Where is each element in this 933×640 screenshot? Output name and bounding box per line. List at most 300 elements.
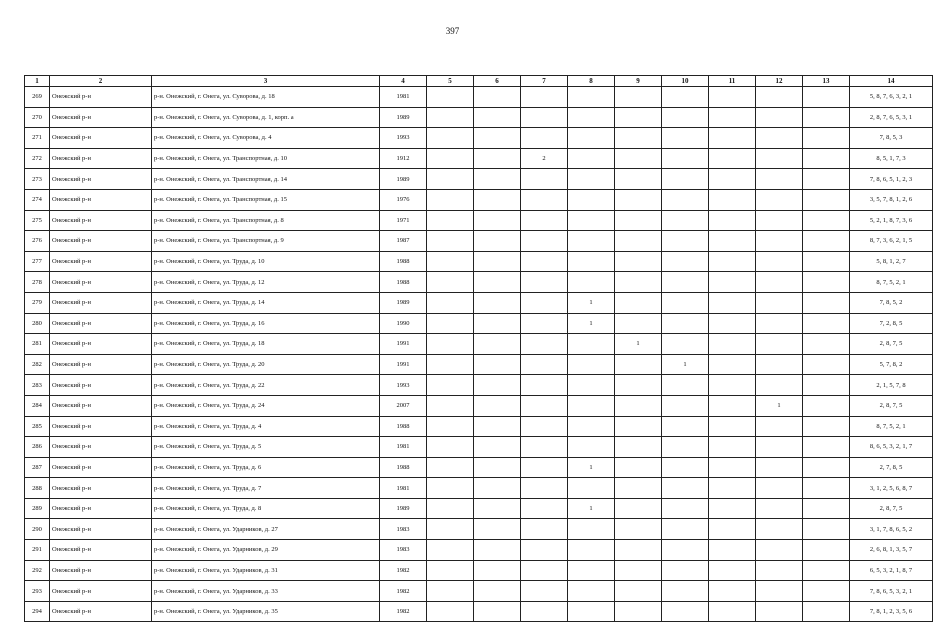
table-cell-col-13 <box>803 231 850 252</box>
column-header-13: 13 <box>803 76 850 87</box>
address-cell: р-н. Онежский, г. Онега, ул. Труда, д. 5 <box>152 437 380 458</box>
table-cell-col-13 <box>803 334 850 355</box>
year-cell: 1912 <box>380 148 427 169</box>
table-cell-col-10 <box>662 128 709 149</box>
address-cell: р-н. Онежский, г. Онега, ул. Транспортная, д. 15 <box>152 189 380 210</box>
table-row <box>25 107 933 128</box>
table-cell-col-13 <box>803 251 850 272</box>
table-cell-col-11 <box>709 292 756 313</box>
table-cell-col-9 <box>615 210 662 231</box>
column-header-14: 14 <box>850 76 933 87</box>
table-cell-col-10 <box>662 581 709 602</box>
table-cell-col-12 <box>756 601 803 622</box>
table-cell-col-7 <box>521 395 568 416</box>
codes-cell: 7, 2, 8, 5 <box>850 313 933 334</box>
table-cell-col-11 <box>709 395 756 416</box>
row-number-cell: 276 <box>25 231 50 252</box>
table-cell-col-12 <box>756 519 803 540</box>
table-cell-col-9 <box>615 437 662 458</box>
table-cell-col-12 <box>756 540 803 561</box>
table-cell-col-9 <box>615 519 662 540</box>
table-cell-col-11 <box>709 416 756 437</box>
row-number-cell: 281 <box>25 334 50 355</box>
table-cell-col-12 <box>756 210 803 231</box>
column-header-7: 7 <box>521 76 568 87</box>
table-cell-col-6 <box>474 354 521 375</box>
codes-cell: 2, 1, 5, 7, 8 <box>850 375 933 396</box>
table-cell-col-9 <box>615 560 662 581</box>
table-cell-col-7 <box>521 581 568 602</box>
table-cell-col-10 <box>662 437 709 458</box>
table-cell-col-6 <box>474 375 521 396</box>
table-cell-col-9 <box>615 395 662 416</box>
table-cell-col-6 <box>474 251 521 272</box>
table-cell-col-8 <box>568 478 615 499</box>
row-number-cell: 285 <box>25 416 50 437</box>
table-cell-col-6 <box>474 87 521 108</box>
table-cell-col-7 <box>521 272 568 293</box>
table-row <box>25 519 933 540</box>
row-number-cell: 290 <box>25 519 50 540</box>
table-cell-col-11 <box>709 128 756 149</box>
codes-cell: 7, 8, 6, 5, 3, 2, 1 <box>850 581 933 602</box>
table-cell-col-10 <box>662 601 709 622</box>
district-cell: Онежский р-н <box>50 581 152 602</box>
table-cell-col-5 <box>427 416 474 437</box>
table-cell-col-5 <box>427 560 474 581</box>
table-cell-col-6 <box>474 148 521 169</box>
table-cell-col-11 <box>709 375 756 396</box>
table-cell-col-10 <box>662 334 709 355</box>
codes-cell: 7, 8, 6, 5, 1, 2, 3 <box>850 169 933 190</box>
address-cell: р-н. Онежский, г. Онега, ул. Труда, д. 7 <box>152 478 380 499</box>
table-cell-col-5 <box>427 581 474 602</box>
table-cell-col-11 <box>709 251 756 272</box>
table-cell-col-6 <box>474 292 521 313</box>
row-number-cell: 273 <box>25 169 50 190</box>
codes-cell: 2, 7, 8, 5 <box>850 457 933 478</box>
table-cell-col-5 <box>427 292 474 313</box>
year-cell: 1989 <box>380 107 427 128</box>
table-cell-col-13 <box>803 169 850 190</box>
row-number-cell: 275 <box>25 210 50 231</box>
table-cell-col-5 <box>427 210 474 231</box>
year-cell: 1993 <box>380 375 427 396</box>
table-cell-col-6 <box>474 334 521 355</box>
table-cell-col-6 <box>474 498 521 519</box>
table-cell-col-13 <box>803 457 850 478</box>
table-cell-col-11 <box>709 478 756 499</box>
table-cell-col-13 <box>803 601 850 622</box>
table-cell-col-9 <box>615 540 662 561</box>
table-cell-col-12 <box>756 498 803 519</box>
table-cell-col-13 <box>803 189 850 210</box>
row-number-cell: 289 <box>25 498 50 519</box>
table-row <box>25 416 933 437</box>
table-cell-col-9 <box>615 272 662 293</box>
column-header-8: 8 <box>568 76 615 87</box>
table-cell-col-12 <box>756 313 803 334</box>
table-cell-col-10 <box>662 107 709 128</box>
table-cell-col-7 <box>521 519 568 540</box>
table-cell-col-9 <box>615 313 662 334</box>
year-cell: 1988 <box>380 251 427 272</box>
table-row <box>25 189 933 210</box>
address-cell: р-н. Онежский, г. Онега, ул. Транспортная, д. 10 <box>152 148 380 169</box>
table-cell-col-11 <box>709 354 756 375</box>
table-cell-col-10 <box>662 231 709 252</box>
table-cell-col-13 <box>803 148 850 169</box>
district-cell: Онежский р-н <box>50 540 152 561</box>
table-cell-col-8 <box>568 416 615 437</box>
table-cell-col-10 <box>662 87 709 108</box>
table-cell-col-13 <box>803 581 850 602</box>
table-cell-col-7 <box>521 457 568 478</box>
table-cell-col-11 <box>709 560 756 581</box>
table-cell-col-10 <box>662 210 709 231</box>
table-cell-col-9 <box>615 375 662 396</box>
table-cell-col-8: 1 <box>568 313 615 334</box>
row-number-cell: 280 <box>25 313 50 334</box>
table-row <box>25 128 933 149</box>
table-cell-col-11 <box>709 231 756 252</box>
district-cell: Онежский р-н <box>50 292 152 313</box>
table-cell-col-10 <box>662 375 709 396</box>
table-row <box>25 437 933 458</box>
district-cell: Онежский р-н <box>50 375 152 396</box>
table-cell-col-12 <box>756 251 803 272</box>
table-cell-col-13 <box>803 519 850 540</box>
table-cell-col-7 <box>521 87 568 108</box>
table-cell-col-8 <box>568 540 615 561</box>
table-cell-col-5 <box>427 457 474 478</box>
table-cell-col-6 <box>474 395 521 416</box>
table-cell-col-6 <box>474 313 521 334</box>
year-cell: 1981 <box>380 478 427 499</box>
codes-cell: 7, 8, 5, 3 <box>850 128 933 149</box>
table-cell-col-9 <box>615 148 662 169</box>
row-number-cell: 292 <box>25 560 50 581</box>
table-cell-col-12 <box>756 292 803 313</box>
table-cell-col-9 <box>615 189 662 210</box>
codes-cell: 8, 6, 5, 3, 2, 1, 7 <box>850 437 933 458</box>
table-cell-col-5 <box>427 189 474 210</box>
table-cell-col-9 <box>615 107 662 128</box>
table-cell-col-10 <box>662 395 709 416</box>
table-cell-col-5 <box>427 601 474 622</box>
table-cell-col-5 <box>427 478 474 499</box>
table-cell-col-10 <box>662 251 709 272</box>
column-header-3: 3 <box>152 76 380 87</box>
table-cell-col-12 <box>756 148 803 169</box>
table-cell-col-6 <box>474 272 521 293</box>
table-cell-col-8 <box>568 189 615 210</box>
table-cell-col-12 <box>756 334 803 355</box>
address-cell: р-н. Онежский, г. Онега, ул. Ударников, д. 35 <box>152 601 380 622</box>
table-cell-col-6 <box>474 560 521 581</box>
address-cell: р-н. Онежский, г. Онега, ул. Ударников, д. 29 <box>152 540 380 561</box>
table-row <box>25 334 933 355</box>
table-cell-col-13 <box>803 375 850 396</box>
table-cell-col-10 <box>662 457 709 478</box>
table-cell-col-8: 1 <box>568 498 615 519</box>
address-cell: р-н. Онежский, г. Онега, ул. Суворова, д. 1, корп. а <box>152 107 380 128</box>
column-header-2: 2 <box>50 76 152 87</box>
table-cell-col-13 <box>803 313 850 334</box>
column-header-10: 10 <box>662 76 709 87</box>
address-cell: р-н. Онежский, г. Онега, ул. Транспортная, д. 9 <box>152 231 380 252</box>
table-cell-col-10 <box>662 272 709 293</box>
table-cell-col-12 <box>756 189 803 210</box>
table-cell-col-7 <box>521 292 568 313</box>
row-number-cell: 288 <box>25 478 50 499</box>
table-cell-col-8 <box>568 251 615 272</box>
table-cell-col-7 <box>521 375 568 396</box>
table-row <box>25 148 933 169</box>
column-header-6: 6 <box>474 76 521 87</box>
table-cell-col-9 <box>615 169 662 190</box>
table-cell-col-11 <box>709 498 756 519</box>
district-cell: Онежский р-н <box>50 437 152 458</box>
column-header-12: 12 <box>756 76 803 87</box>
table-cell-col-5 <box>427 272 474 293</box>
codes-cell: 2, 8, 7, 6, 5, 3, 1 <box>850 107 933 128</box>
table-cell-col-5 <box>427 519 474 540</box>
address-cell: р-н. Онежский, г. Онега, ул. Труда, д. 10 <box>152 251 380 272</box>
year-cell: 1988 <box>380 416 427 437</box>
table-cell-col-13 <box>803 416 850 437</box>
table-cell-col-10 <box>662 189 709 210</box>
table-cell-col-7 <box>521 107 568 128</box>
row-number-cell: 287 <box>25 457 50 478</box>
table-cell-col-5 <box>427 107 474 128</box>
table-cell-col-8 <box>568 272 615 293</box>
year-cell: 1993 <box>380 128 427 149</box>
table-row <box>25 354 933 375</box>
codes-cell: 2, 6, 8, 1, 3, 5, 7 <box>850 540 933 561</box>
table-cell-col-5 <box>427 87 474 108</box>
table-cell-col-11 <box>709 210 756 231</box>
table-cell-col-6 <box>474 107 521 128</box>
table-cell-col-11 <box>709 540 756 561</box>
table-cell-col-7 <box>521 478 568 499</box>
codes-cell: 5, 2, 1, 8, 7, 3, 6 <box>850 210 933 231</box>
address-cell: р-н. Онежский, г. Онега, ул. Транспортная, д. 8 <box>152 210 380 231</box>
table-cell-col-5 <box>427 540 474 561</box>
year-cell: 1987 <box>380 231 427 252</box>
table-cell-col-8 <box>568 601 615 622</box>
row-number-cell: 291 <box>25 540 50 561</box>
table-cell-col-6 <box>474 189 521 210</box>
table-cell-col-10 <box>662 540 709 561</box>
table-cell-col-5 <box>427 313 474 334</box>
table-cell-col-12 <box>756 437 803 458</box>
row-number-cell: 293 <box>25 581 50 602</box>
table-cell-col-6 <box>474 128 521 149</box>
table-cell-col-9 <box>615 128 662 149</box>
table-cell-col-7 <box>521 128 568 149</box>
row-number-cell: 274 <box>25 189 50 210</box>
table-cell-col-12 <box>756 169 803 190</box>
table-cell-col-11 <box>709 437 756 458</box>
table-cell-col-12 <box>756 457 803 478</box>
row-number-cell: 294 <box>25 601 50 622</box>
table-cell-col-12 <box>756 128 803 149</box>
table-cell-col-11 <box>709 107 756 128</box>
table-cell-col-5 <box>427 375 474 396</box>
table-row <box>25 478 933 499</box>
table-row <box>25 272 933 293</box>
table-cell-col-5 <box>427 148 474 169</box>
table-cell-col-7 <box>521 313 568 334</box>
table-cell-col-7 <box>521 189 568 210</box>
district-cell: Онежский р-н <box>50 498 152 519</box>
row-number-cell: 278 <box>25 272 50 293</box>
codes-cell: 6, 5, 3, 2, 1, 8, 7 <box>850 560 933 581</box>
district-cell: Онежский р-н <box>50 231 152 252</box>
district-cell: Онежский р-н <box>50 601 152 622</box>
row-number-cell: 269 <box>25 87 50 108</box>
district-cell: Онежский р-н <box>50 272 152 293</box>
district-cell: Онежский р-н <box>50 128 152 149</box>
address-cell: р-н. Онежский, г. Онега, ул. Труда, д. 14 <box>152 292 380 313</box>
codes-cell: 2, 8, 7, 5 <box>850 498 933 519</box>
codes-cell: 3, 1, 7, 8, 6, 5, 2 <box>850 519 933 540</box>
address-cell: р-н. Онежский, г. Онега, ул. Труда, д. 20 <box>152 354 380 375</box>
address-cell: р-н. Онежский, г. Онега, ул. Ударников, д. 27 <box>152 519 380 540</box>
table-row <box>25 251 933 272</box>
year-cell: 1988 <box>380 457 427 478</box>
codes-cell: 2, 8, 7, 5 <box>850 334 933 355</box>
address-cell: р-н. Онежский, г. Онега, ул. Труда, д. 16 <box>152 313 380 334</box>
table-row <box>25 498 933 519</box>
table-cell-col-10 <box>662 416 709 437</box>
table-row <box>25 601 933 622</box>
table-cell-col-10 <box>662 292 709 313</box>
table-cell-col-10 <box>662 148 709 169</box>
year-cell: 2007 <box>380 395 427 416</box>
table-cell-col-7 <box>521 251 568 272</box>
table-cell-col-7 <box>521 601 568 622</box>
column-header-1: 1 <box>25 76 50 87</box>
table-cell-col-9 <box>615 457 662 478</box>
table-cell-col-13 <box>803 395 850 416</box>
year-cell: 1989 <box>380 498 427 519</box>
year-cell: 1981 <box>380 437 427 458</box>
codes-cell: 2, 8, 7, 5 <box>850 395 933 416</box>
table-cell-col-11 <box>709 189 756 210</box>
codes-cell: 3, 5, 7, 8, 1, 2, 6 <box>850 189 933 210</box>
table-cell-col-8 <box>568 231 615 252</box>
table-cell-col-10 <box>662 519 709 540</box>
district-cell: Онежский р-н <box>50 416 152 437</box>
table-cell-col-11 <box>709 313 756 334</box>
table-cell-col-12 <box>756 416 803 437</box>
codes-cell: 8, 7, 5, 2, 1 <box>850 416 933 437</box>
table-cell-col-8 <box>568 437 615 458</box>
table-cell-col-6 <box>474 601 521 622</box>
row-number-cell: 272 <box>25 148 50 169</box>
year-cell: 1981 <box>380 87 427 108</box>
table-cell-col-8 <box>568 519 615 540</box>
column-header-11: 11 <box>709 76 756 87</box>
table-cell-col-8 <box>568 395 615 416</box>
address-cell: р-н. Онежский, г. Онега, ул. Труда, д. 18 <box>152 334 380 355</box>
row-number-cell: 271 <box>25 128 50 149</box>
table-cell-col-7 <box>521 210 568 231</box>
table-cell-col-8 <box>568 107 615 128</box>
table-cell-col-9 <box>615 581 662 602</box>
district-cell: Онежский р-н <box>50 457 152 478</box>
table-cell-col-5 <box>427 334 474 355</box>
table-cell-col-12 <box>756 375 803 396</box>
table-cell-col-6 <box>474 437 521 458</box>
table-cell-col-13 <box>803 560 850 581</box>
table-row <box>25 375 933 396</box>
codes-cell: 8, 7, 3, 6, 2, 1, 5 <box>850 231 933 252</box>
codes-cell: 8, 5, 1, 7, 3 <box>850 148 933 169</box>
year-cell: 1971 <box>380 210 427 231</box>
row-number-cell: 284 <box>25 395 50 416</box>
row-number-cell: 286 <box>25 437 50 458</box>
district-cell: Онежский р-н <box>50 107 152 128</box>
table-cell-col-5 <box>427 354 474 375</box>
table-body <box>25 87 933 622</box>
table-cell-col-9 <box>615 498 662 519</box>
district-cell: Онежский р-н <box>50 519 152 540</box>
table-cell-col-8 <box>568 87 615 108</box>
table-row <box>25 210 933 231</box>
table-cell-col-11 <box>709 87 756 108</box>
table-row <box>25 169 933 190</box>
district-cell: Онежский р-н <box>50 189 152 210</box>
page-number: 397 <box>445 26 460 36</box>
codes-cell: 7, 8, 5, 2 <box>850 292 933 313</box>
table-cell-col-6 <box>474 540 521 561</box>
year-cell: 1982 <box>380 581 427 602</box>
table-cell-col-13 <box>803 128 850 149</box>
table-cell-col-8 <box>568 581 615 602</box>
table-row <box>25 87 933 108</box>
table-cell-col-5 <box>427 251 474 272</box>
district-cell: Онежский р-н <box>50 313 152 334</box>
table-cell-col-8 <box>568 334 615 355</box>
table-row <box>25 313 933 334</box>
table-cell-col-5 <box>427 437 474 458</box>
table-cell-col-11 <box>709 169 756 190</box>
district-cell: Онежский р-н <box>50 354 152 375</box>
district-cell: Онежский р-н <box>50 334 152 355</box>
table-cell-col-10 <box>662 313 709 334</box>
district-cell: Онежский р-н <box>50 560 152 581</box>
year-cell: 1988 <box>380 272 427 293</box>
table-cell-col-11 <box>709 581 756 602</box>
column-header-4: 4 <box>380 76 427 87</box>
table-cell-col-6 <box>474 210 521 231</box>
table-cell-col-9 <box>615 231 662 252</box>
table-cell-col-10 <box>662 560 709 581</box>
table-cell-col-11 <box>709 334 756 355</box>
table-cell-col-12 <box>756 231 803 252</box>
table-cell-col-9 <box>615 354 662 375</box>
codes-cell: 5, 7, 8, 2 <box>850 354 933 375</box>
table-cell-col-6 <box>474 169 521 190</box>
table-cell-col-11 <box>709 519 756 540</box>
table-cell-col-11 <box>709 272 756 293</box>
table-cell-col-5 <box>427 231 474 252</box>
table-cell-col-5 <box>427 498 474 519</box>
table-cell-col-9 <box>615 87 662 108</box>
